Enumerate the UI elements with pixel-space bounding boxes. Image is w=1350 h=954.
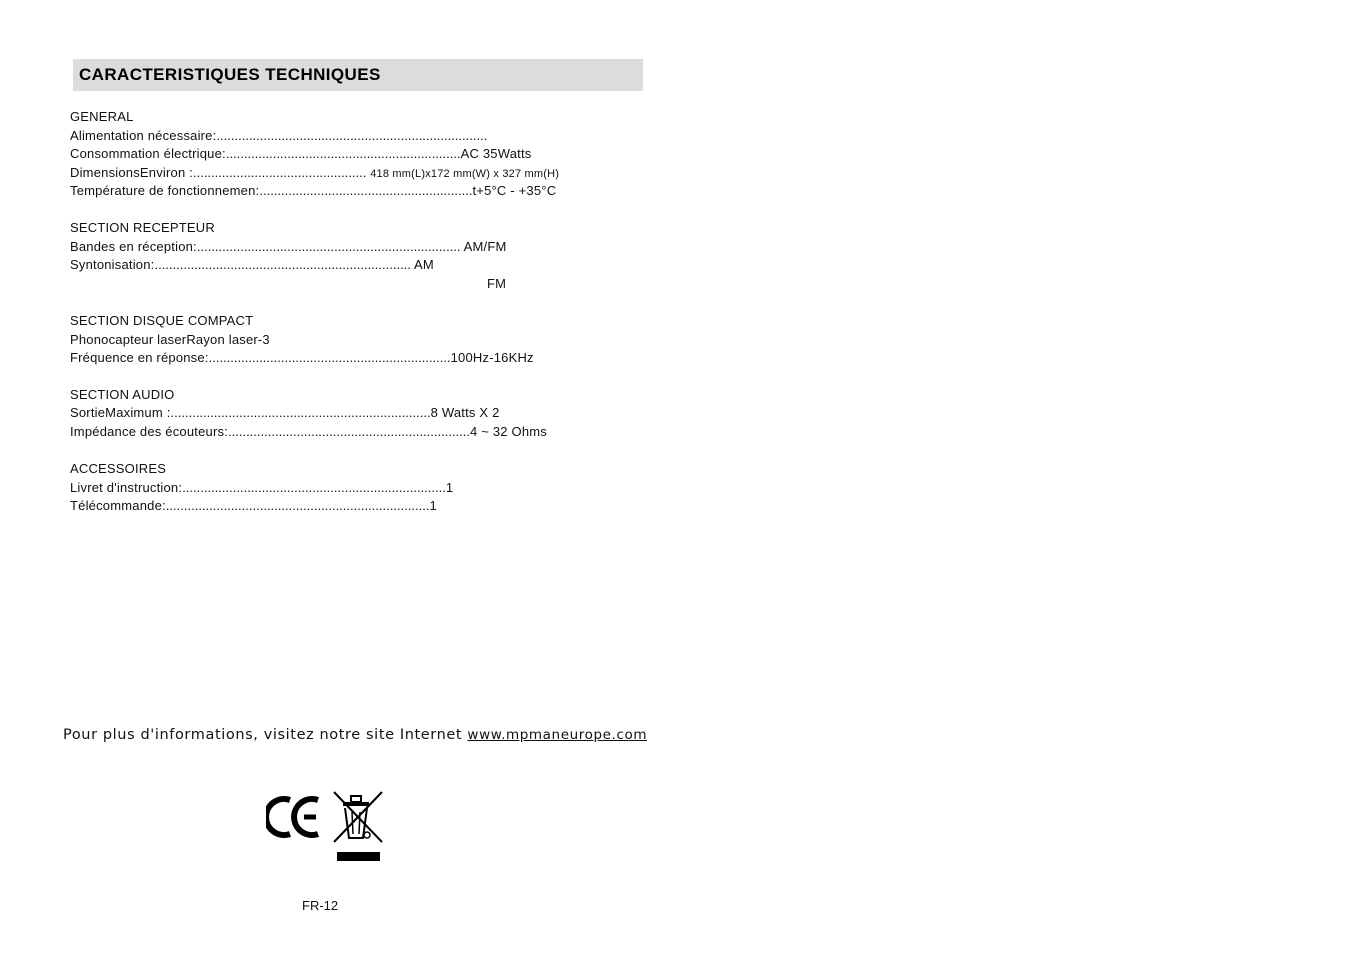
spec-livret	[70, 480, 453, 496]
audio-heading: SECTION AUDIO	[70, 387, 175, 402]
leader-dots: ...................................................................	[228, 424, 471, 439]
leader-dots: .......................................................................	[154, 257, 411, 272]
disque-heading: SECTION DISQUE COMPACT	[70, 313, 254, 328]
spec-value: 8 Watts X 2	[430, 405, 500, 420]
spec-value: AC 35Watts	[460, 146, 532, 161]
weee-bin-icon	[334, 792, 382, 861]
leader-dots: .........................................................................	[196, 239, 461, 254]
leader-dots: ...................................................................	[208, 350, 451, 365]
spec-alimentation	[70, 128, 487, 144]
website-note	[63, 727, 647, 743]
spec-label: Fréquence en réponse:	[70, 350, 209, 365]
spec-telecommande	[70, 498, 437, 514]
ce-mark-icon	[266, 799, 318, 835]
leader-dots: ...........................................................................	[216, 128, 488, 143]
page-title: CARACTERISTIQUES TECHNIQUES	[79, 65, 381, 84]
spec-value: t+5°C - +35°C	[472, 183, 557, 198]
website-link[interactable]: www.mpmaneurope.com	[467, 727, 648, 743]
spec-frequence	[70, 350, 534, 366]
spec-syntonisation-fm: FM	[487, 276, 507, 291]
leader-dots: .........................................................................	[165, 498, 430, 513]
spec-label: Consommation électrique:	[70, 146, 226, 161]
spec-label: SortieMaximum :	[70, 405, 171, 420]
leader-dots: ...........................................................	[259, 183, 473, 198]
spec-dimensions	[70, 165, 559, 182]
title-bar	[73, 59, 643, 91]
leader-dots: ................................................	[193, 165, 367, 180]
spec-impedance	[70, 424, 547, 440]
spec-value: 1	[445, 480, 454, 495]
leader-dots: .................................................................	[225, 146, 461, 161]
certification-marks	[266, 788, 386, 869]
general-heading: GENERAL	[70, 109, 134, 124]
spec-label: Bandes en réception:	[70, 239, 197, 254]
website-note-text: Pour plus d'informations, visitez notre site Internet	[63, 727, 468, 743]
spec-phonocapteur: Phonocapteur laserRayon laser-3	[70, 332, 270, 347]
spec-sortie	[70, 405, 500, 421]
spec-label: Télécommande:	[70, 498, 166, 513]
accessoires-heading: ACCESSOIRES	[70, 461, 167, 476]
spec-value: AM/FM	[463, 239, 507, 254]
spec-label: Syntonisation:	[70, 257, 155, 272]
spec-value: 418 mm(L)x172 mm(W) x 327 mm(H)	[370, 168, 560, 180]
spec-bandes	[70, 239, 507, 255]
spec-label: Livret d'instruction:	[70, 480, 183, 495]
recepteur-heading: SECTION RECEPTEUR	[70, 220, 215, 235]
spec-label: Température de fonctionnemen:	[70, 183, 260, 198]
leader-dots: .........................................................................	[182, 480, 446, 495]
spec-label: DimensionsEnviron :	[70, 165, 194, 180]
spec-syntonisation	[70, 257, 434, 273]
spec-value: 100Hz-16KHz	[450, 350, 534, 365]
leader-dots: ........................................................................	[170, 405, 431, 420]
spec-value: AM	[414, 257, 434, 272]
spec-value: 4 ~ 32 Ohms	[470, 424, 548, 439]
spec-consommation	[70, 146, 531, 162]
spec-temperature	[70, 183, 556, 199]
spec-label: Impédance des écouteurs:	[70, 424, 229, 439]
page-number: FR-12	[302, 898, 339, 913]
spec-label: Alimentation nécessaire:	[70, 128, 217, 143]
spec-value: 1	[429, 498, 437, 513]
